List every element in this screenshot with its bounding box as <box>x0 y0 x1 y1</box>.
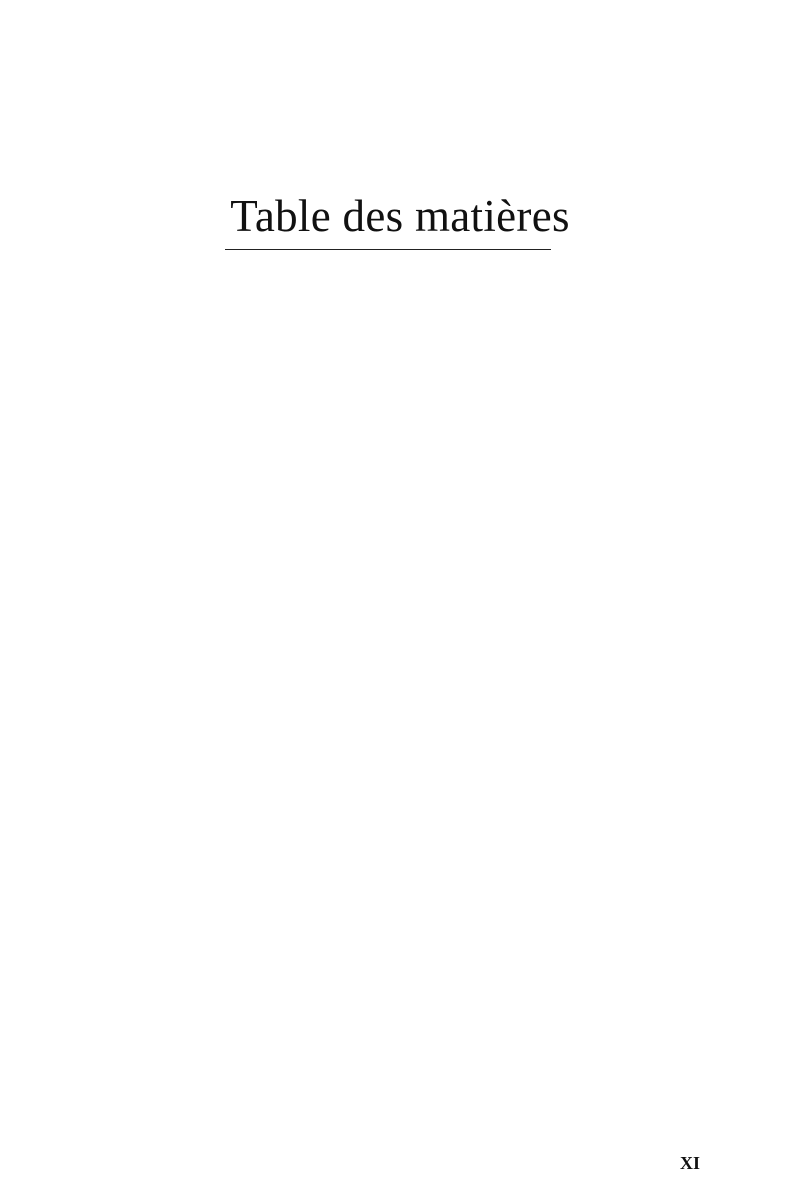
title-underline <box>225 249 551 250</box>
page-title: Table des matières <box>230 191 570 241</box>
page-folio: XI <box>679 1153 700 1173</box>
